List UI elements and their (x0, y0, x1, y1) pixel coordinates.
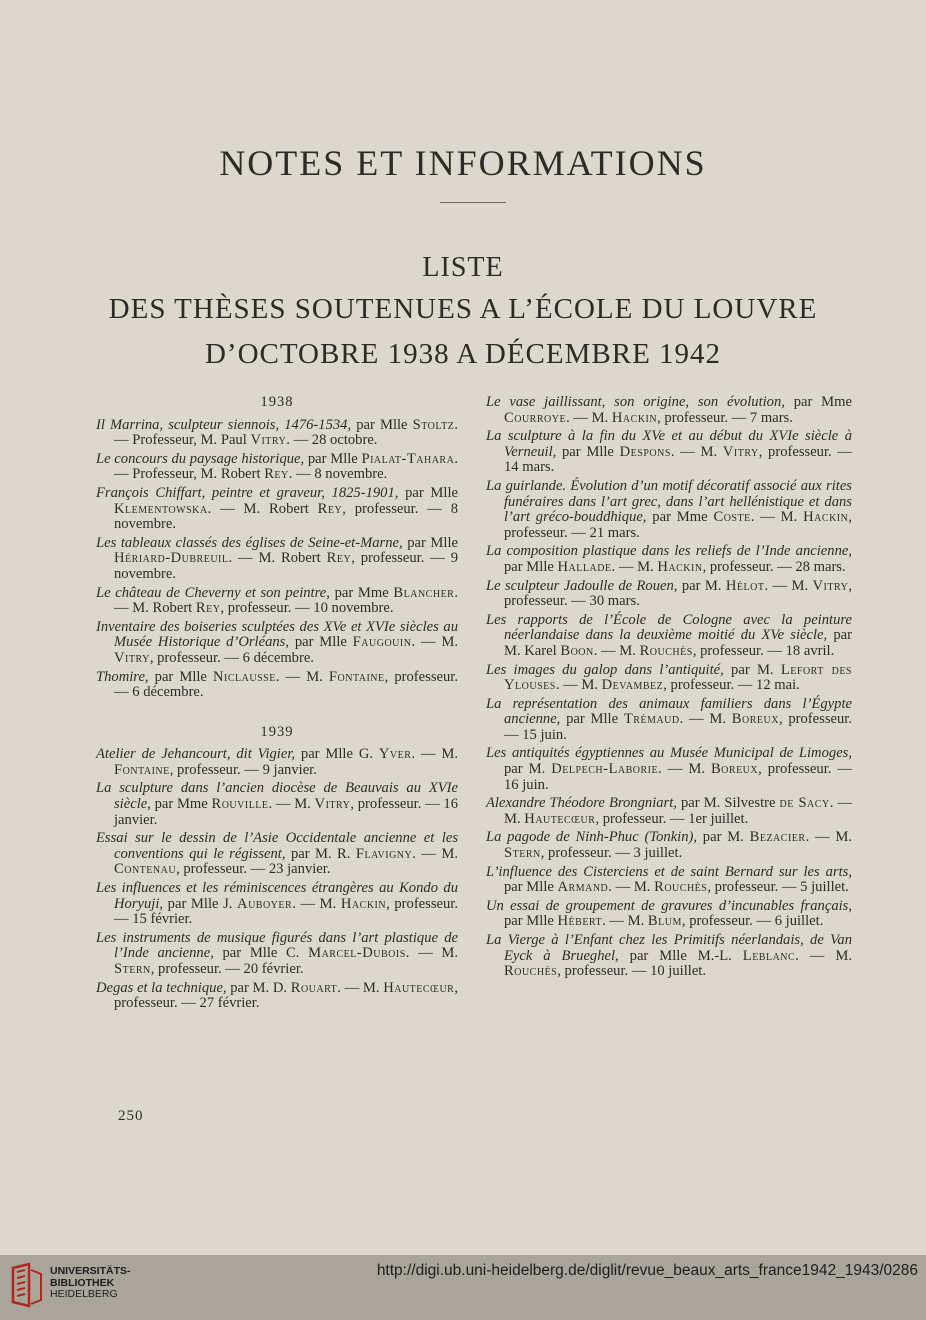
thesis-prefix: par Mlle C. (213, 945, 309, 962)
student-name: Klementowska (114, 500, 208, 517)
thesis-title: La représentation des animaux familiers dans l’Égypte ancienne, (486, 695, 852, 728)
thesis-entry (96, 418, 458, 449)
professor-name: Hautecœur (383, 979, 455, 996)
thesis-title: Le concours du paysage historique, (96, 450, 305, 467)
thesis-date: , professeur. — 18 avril. (692, 642, 835, 659)
professor-name: Hackin (657, 558, 703, 575)
thesis-separator: . — Professeur, M. Paul (114, 416, 458, 449)
thesis-title: Un essai de groupement de gravures d’incunables français, (486, 897, 852, 914)
thesis-prefix: par M. (504, 761, 552, 778)
student-name: de Sacy (779, 795, 830, 812)
student-name: Boon (560, 642, 594, 659)
thesis-prefix: par M. (723, 661, 781, 678)
thesis-entry (486, 865, 852, 896)
thesis-prefix: par M. (677, 577, 726, 594)
thesis-prefix: par Mlle (402, 534, 458, 551)
thesis-entry (486, 663, 852, 694)
student-name: Blancher (393, 584, 455, 601)
professor-name: Stern (504, 845, 541, 862)
thesis-prefix: par Mlle (304, 450, 362, 467)
thesis-title: Le sculpteur Jadoulle de Rouen, (486, 577, 678, 594)
student-name: Delpech-Laborie (551, 761, 659, 778)
thesis-separator: . — M. (795, 947, 852, 964)
thesis-separator: . — M. (275, 668, 329, 685)
entries-1939 (96, 747, 458, 1012)
student-name: Despons (619, 443, 671, 460)
thesis-date: , professeur. — 30 mars. (504, 577, 852, 610)
thesis-prefix: par Mme (784, 394, 852, 410)
professor-name: Hackin (611, 409, 658, 426)
thesis-title: La guirlande. Évolution d’un motif décoratif associé aux rites funéraires dans l’art grec, dans l’art hellénistique et dans l’art gréco-bouddhique, (486, 477, 852, 526)
thesis-title: François Chiffart, peintre et graveur, 1825-1901, (96, 484, 399, 501)
thesis-prefix: par M. (697, 829, 750, 846)
professor-name: Hackin (340, 895, 387, 912)
thesis-title: Les antiquités égyptiennes au Musée Municipal de Limoges, (486, 745, 852, 762)
thesis-entry (96, 486, 458, 533)
student-name: Flavigny (355, 845, 413, 862)
thesis-prefix: par Mlle M.-L. (618, 947, 743, 964)
thesis-date: , professeur. — 5 juillet. (707, 879, 849, 896)
thesis-date: . — 28 octobre. (286, 432, 378, 449)
thesis-date: , professeur. — 9 janvier. (169, 761, 317, 778)
library-name-line1: UNIVERSITÄTS- (50, 1265, 131, 1277)
student-name: Rouart (290, 979, 338, 996)
thesis-separator: . — M. (764, 577, 813, 594)
thesis-date: , professeur. — 3 juillet. (540, 845, 683, 862)
professor-name: Vitry (250, 432, 287, 449)
section-title-line3: D’OCTOBRE 1938 A DÉCEMBRE 1942 (204, 338, 722, 370)
thesis-separator: . — M. (566, 409, 612, 426)
thesis-date: , professeur. — 12 mai. (663, 677, 800, 694)
thesis-separator: . — M. (411, 746, 458, 763)
student-name: Pialat-Tahara (361, 450, 455, 467)
thesis-separator: . — M. Robert (207, 500, 318, 517)
thesis-separator: . — M. (679, 711, 732, 728)
thesis-title: La composition plastique dans les reliefs de l’Inde ancienne, (486, 543, 852, 560)
thesis-entry (96, 452, 458, 483)
student-name: Yver (378, 746, 412, 763)
thesis-entry (486, 613, 852, 660)
thesis-entry (486, 395, 852, 426)
thesis-title: L’influence des Cisterciens et de saint Bernard sur les arts, (486, 863, 852, 880)
thesis-date: , professeur. — 27 février. (114, 979, 458, 1012)
thesis-title: Les instruments de musique figurés dans l’art plastique de l’Inde ancienne, (96, 929, 458, 962)
professor-name: Blum (647, 913, 682, 930)
professor-name: Vitry (114, 649, 150, 666)
thesis-prefix: par Mlle (504, 879, 558, 896)
thesis-date: , professeur. — 6 décembre. (114, 668, 458, 701)
thesis-date: , professeur. — 28 mars. (702, 558, 846, 575)
thesis-prefix: par M. Karel (504, 627, 852, 659)
year-heading-1939: 1939 (260, 723, 294, 740)
thesis-date: , professeur. — 16 juin. (504, 761, 853, 793)
thesis-separator: . — M. (611, 558, 658, 575)
thesis-entry (486, 479, 852, 541)
thesis-separator: . — M. (405, 945, 458, 962)
thesis-prefix: par Mlle (351, 416, 413, 433)
thesis-date: , professeur. — 7 mars. (657, 409, 793, 426)
thesis-date: , professeur. — 14 mars. (504, 443, 852, 476)
professor-name: Rouchès (639, 642, 693, 659)
professor-name: Rouchès (654, 879, 708, 896)
student-name: Hériard-Dubreuil (114, 550, 229, 567)
thesis-entry (96, 747, 458, 778)
student-name: Auboyer (237, 895, 293, 912)
professor-name: Vitry (722, 443, 759, 460)
thesis-separator: . — M. Robert (228, 550, 327, 567)
student-name: Leblanc (742, 947, 796, 964)
thesis-date: , professeur. — 15 février. (114, 895, 458, 928)
source-url[interactable]: http://digi.ub.uni-heidelberg.de/diglit/revue_beaux_arts_france1942_1943/0286 (376, 1262, 918, 1279)
thesis-entry (486, 697, 852, 744)
thesis-title: Les tableaux classés des églises de Seine-et-Marne, (96, 534, 403, 551)
thesis-prefix: par Mlle (556, 443, 620, 460)
library-name-line3: HEIDELBERG (50, 1288, 118, 1300)
thesis-entry (486, 579, 852, 610)
student-name: Bezacier (749, 829, 806, 846)
thesis-date: , professeur. — 15 juin. (504, 711, 852, 743)
thesis-title: Atelier de Jehancourt, dit Vigier, (96, 746, 296, 763)
professor-name: Vitry (314, 796, 351, 813)
professor-name: Rouchès (504, 963, 558, 980)
thesis-title: Les images du galop dans l’antiquité, (486, 661, 724, 678)
thesis-prefix: par Mme (329, 584, 394, 601)
thesis-date: , professeur. — 6 juillet. (681, 913, 824, 930)
thesis-date: , professeur. — 9 novembre. (114, 550, 458, 582)
thesis-date: , professeur. — 6 décembre. (149, 649, 314, 666)
thesis-separator: . — M. (670, 443, 723, 460)
thesis-separator: . — M. (411, 634, 458, 651)
professor-name: Fontaine (328, 668, 385, 685)
thesis-separator: . — M. (268, 796, 315, 813)
thesis-title: La Vierge à l’Enfant chez les Primitifs néerlandais, de Van Eyck à Brueghel, (486, 932, 852, 964)
page-number: 250 (118, 1108, 144, 1124)
student-name: Trémaud (623, 711, 680, 728)
thesis-date: , professeur. — 23 janvier. (176, 861, 331, 878)
thesis-date: , professeur. — 8 novembre. (114, 500, 458, 533)
thesis-separator: . — M. (602, 913, 648, 930)
student-name: Stoltz (412, 416, 455, 433)
professor-name: Rey (264, 466, 289, 483)
thesis-separator: . — M. (608, 879, 655, 896)
thesis-date: , professeur. — 1er juillet. (595, 810, 749, 827)
thesis-entry (486, 746, 852, 793)
professor-name: Rey (317, 500, 343, 517)
thesis-entry (96, 586, 458, 617)
thesis-title: La sculpture à la fin du XVe et au début du XVIe siècle à Verneuil, (486, 428, 852, 460)
thesis-title: Inventaire des boiseries sculptées des XVe et XVIe siècles au Musée Historique d’Orléans, (96, 618, 458, 651)
thesis-prefix: par M. R. (285, 845, 356, 862)
professor-name: Stern (114, 961, 151, 977)
thesis-separator: . — M. (750, 509, 804, 526)
thesis-prefix: par Mme (150, 796, 212, 813)
thesis-title: Essai sur le dessin de l’Asie Occidentale ancienne et les conventions qui le régissent, (96, 830, 458, 862)
thesis-title: La pagode de Ninh-Phuc (Tonkin), (486, 829, 698, 846)
thesis-prefix: par Mlle (560, 711, 624, 728)
thesis-entry (96, 781, 458, 828)
professor-name: Devambez (601, 677, 664, 694)
thesis-title: Le vase jaillissant, son origine, son évolution, (486, 394, 785, 410)
thesis-date: , professeur. — 20 février. (150, 961, 304, 977)
thesis-entry (96, 931, 458, 978)
thesis-date: , professeur. — 21 mars. (504, 509, 853, 541)
library-name (50, 1266, 131, 1301)
thesis-entry (96, 536, 458, 583)
thesis-title: Alexandre Théodore Brongniart, (486, 795, 677, 812)
year-heading-1938: 1938 (260, 394, 294, 410)
thesis-separator: . — M. (412, 845, 458, 862)
thesis-title: Les rapports de l’École de Cologne avec la peinture néerlandaise dans la deuxième moitié du XVe siècle, (486, 611, 852, 644)
thesis-prefix: par Mlle (289, 634, 353, 651)
thesis-prefix: par Mlle (504, 913, 558, 930)
entries-1939-continued (486, 395, 852, 980)
thesis-title: Les influences et les réminiscences étrangères au Kondo du Horyuji, (96, 880, 458, 912)
professor-name: Contenau (114, 861, 177, 878)
professor-name: Boreux (710, 761, 759, 778)
student-name: Niclausse (212, 668, 276, 685)
thesis-entry (486, 830, 852, 861)
thesis-date: , professeur. — 10 juillet. (557, 963, 707, 980)
thesis-prefix: par Mme (646, 509, 714, 526)
student-name: Hélot (725, 577, 765, 594)
thesis-title: Le château de Cheverny et son peintre, (96, 584, 330, 601)
professor-name: Rey (326, 550, 352, 567)
thesis-title: Degas et la technique, (96, 979, 227, 996)
student-name: Marcel-Dubois (308, 945, 406, 962)
thesis-separator: . — M. (292, 895, 341, 912)
thesis-prefix: par M. Silvestre (676, 795, 780, 812)
title-divider (440, 202, 506, 203)
professor-name: Hautecœur (524, 810, 596, 827)
thesis-entry (486, 796, 852, 827)
thesis-date: , professeur. — 10 novembre. (220, 600, 394, 617)
thesis-title: Thomire, (96, 668, 149, 685)
right-column (486, 395, 852, 983)
thesis-entry (486, 933, 852, 980)
thesis-separator: . — M. (805, 829, 852, 846)
thesis-prefix: par Mlle (398, 484, 458, 501)
student-name: Rouville (211, 796, 269, 813)
professor-name: Boreux (731, 711, 779, 728)
thesis-separator: . — M. Robert (114, 584, 459, 617)
thesis-separator: . — M. (658, 761, 711, 778)
thesis-entry (96, 981, 458, 1012)
thesis-separator: . — M. (337, 979, 384, 996)
section-title-liste: LISTE (422, 252, 504, 283)
entries-1938 (96, 418, 458, 701)
thesis-prefix: par Mlle (148, 668, 213, 685)
thesis-entry (486, 899, 852, 930)
professor-name: Hackin (803, 509, 849, 526)
thesis-entry (486, 429, 852, 476)
thesis-prefix: par Mlle (504, 558, 558, 575)
student-name: Lefort des Ylouses (504, 661, 852, 694)
professor-name: Fontaine (114, 761, 170, 778)
thesis-separator: . — M. (593, 642, 640, 659)
thesis-entry (96, 620, 458, 667)
student-name: Faugouin (352, 634, 412, 651)
thesis-prefix: par Mlle G. (295, 746, 379, 763)
thesis-title: Il Marrina, sculpteur siennois, 1476-1534, (96, 416, 352, 433)
page-title: NOTES ET INFORMATIONS (219, 143, 707, 183)
student-name: Armand (557, 879, 609, 896)
student-name: Hallade (557, 558, 612, 575)
thesis-entry (96, 670, 458, 701)
thesis-entry (486, 544, 852, 575)
professor-name: Vitry (812, 577, 849, 594)
library-logo-icon (9, 1262, 45, 1310)
thesis-prefix: par Mlle J. (163, 895, 238, 912)
library-name-line2: BIBLIOTHEK (50, 1276, 115, 1289)
student-name: Hébert (557, 913, 603, 930)
thesis-title: La sculpture dans l’ancien diocèse de Beauvais au XVIe siècle, (96, 780, 458, 813)
student-name: Courroye (504, 409, 567, 426)
left-column (96, 395, 458, 1015)
thesis-separator: . — M. (504, 795, 852, 827)
professor-name: Rey (195, 600, 221, 617)
thesis-prefix: par M. D. (226, 979, 291, 996)
thesis-date: . — 8 novembre. (288, 466, 388, 483)
thesis-separator: . — Professeur, M. Robert (114, 450, 458, 483)
section-title-line2: DES THÈSES SOUTENUES A L’ÉCOLE DU LOUVRE (108, 293, 818, 325)
student-name: Coste (713, 509, 751, 526)
thesis-entry (96, 881, 458, 928)
thesis-separator: . — M. (555, 677, 602, 694)
thesis-entry (96, 831, 458, 878)
thesis-date: , professeur. — 16 janvier. (114, 796, 458, 828)
